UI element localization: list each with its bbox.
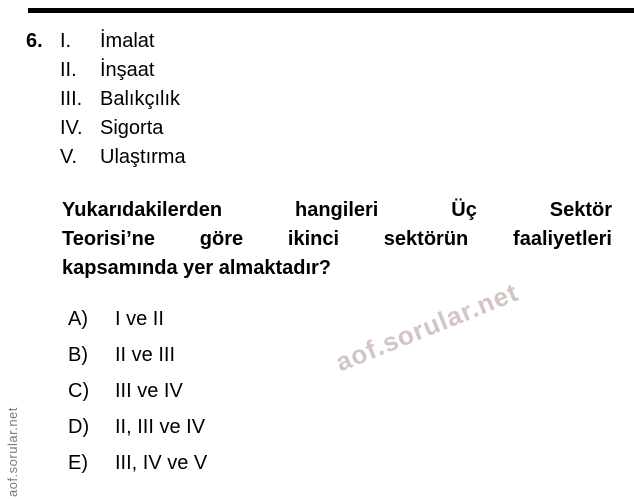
options-list xyxy=(68,301,207,481)
list-item xyxy=(60,56,186,85)
roman-numeral: III. xyxy=(60,88,83,110)
option-row-e xyxy=(68,445,207,481)
roman-numeral: IV. xyxy=(60,117,83,139)
list-item xyxy=(60,114,186,143)
option-text: I ve II xyxy=(115,308,164,330)
option-row-a xyxy=(68,301,207,337)
roman-numeral: I. xyxy=(60,30,72,52)
top-rule xyxy=(28,8,634,13)
option-letter: D) xyxy=(68,416,90,438)
option-text: III, IV ve V xyxy=(115,452,208,474)
option-letter: C) xyxy=(68,380,90,402)
list-item xyxy=(60,143,186,172)
list-item-label: İnşaat xyxy=(100,59,155,81)
stem-line: Yukarıdakilerden hangileri Üç Sektör xyxy=(62,199,612,221)
watermark-diagonal: aof.sorular.net xyxy=(331,276,523,378)
list-item-label: Balıkçılık xyxy=(100,88,181,110)
option-text: II, III ve IV xyxy=(115,416,206,438)
stem-line: kapsamında yer almaktadır? xyxy=(62,257,332,279)
roman-numeral: V. xyxy=(60,146,78,168)
option-row-c xyxy=(68,373,207,409)
option-text: III ve IV xyxy=(115,380,183,402)
list-item xyxy=(60,85,186,114)
option-letter: E) xyxy=(68,452,88,474)
option-letter: B) xyxy=(68,344,88,366)
option-row-b xyxy=(68,337,207,373)
list-item-label: Ulaştırma xyxy=(100,146,186,168)
watermark-vertical: aof.sorular.net xyxy=(5,407,20,497)
stem-line: Teorisi’ne göre ikinci sektörün faaliyetleri xyxy=(62,228,612,250)
list-item-label: Sigorta xyxy=(100,117,164,139)
question-number: 6. xyxy=(26,30,43,52)
option-letter: A) xyxy=(68,308,88,330)
question-stem xyxy=(62,196,612,283)
list-item-label: İmalat xyxy=(100,30,155,52)
list-item xyxy=(60,27,186,56)
roman-numeral: II. xyxy=(60,59,77,81)
option-text: II ve III xyxy=(115,344,176,366)
roman-list xyxy=(60,27,186,172)
option-row-d xyxy=(68,409,207,445)
